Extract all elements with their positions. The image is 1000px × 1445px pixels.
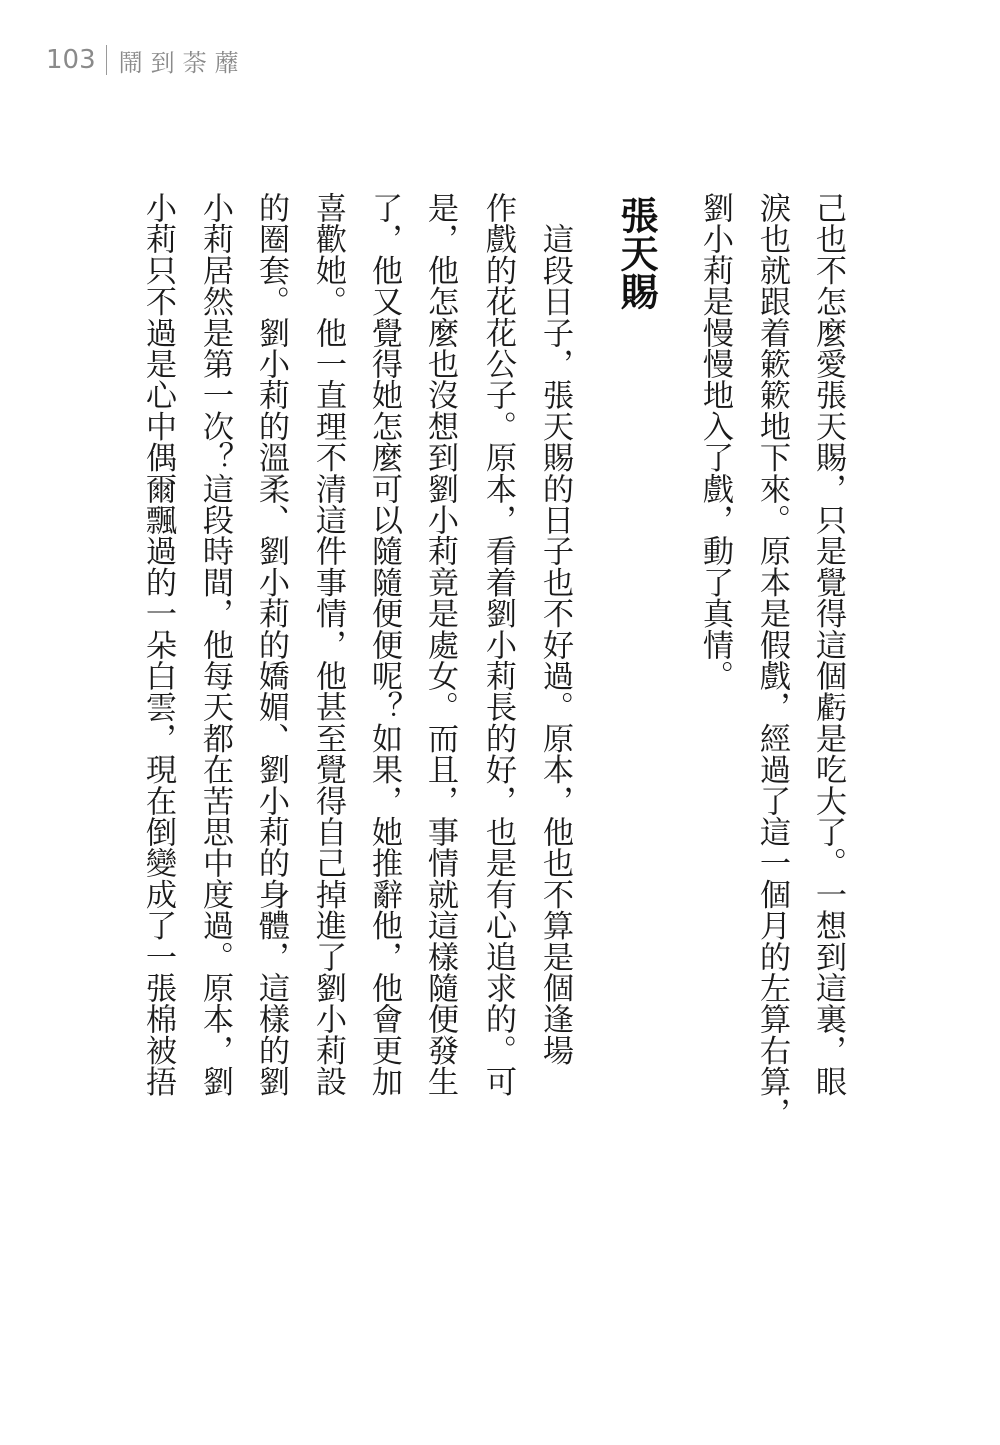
book-title: 鬧到荼蘼 [118,48,247,77]
text-column-10: 小莉居然是第一次？這段時間，他每天都在苦思中度過。原本，劉 [197,192,233,1097]
section-heading: 張天賜 [614,196,659,310]
running-header [46,40,247,80]
header-divider [106,45,107,75]
text-column-2: 淚也就跟着簌簌地下來。原本是假戲，經過了這一個月的左算右算， [754,192,790,1128]
text-column-1: 己也不怎麼愛張天賜，只是覺得這個虧是吃大了。一想到這裏，眼 [810,192,846,1097]
text-column-11: 小莉只不過是心中偶爾飄過的一朵白雲，現在倒變成了一張棉被捂 [140,192,176,1097]
text-column-7: 了，他又覺得她怎麼可以隨隨便便呢？如果，她推辭他，他會更加 [366,192,402,1097]
text-column-3: 劉小莉是慢慢地入了戲，動了真情。 [697,192,733,692]
text-column-8: 喜歡她。他一直理不清這件事情，他甚至覺得自己掉進了劉小莉設 [310,192,346,1097]
page-number: 103 [46,45,96,75]
text-column-6: 是，他怎麼也沒想到劉小莉竟是處女。而且，事情就這樣隨便發生 [422,192,458,1097]
text-column-4: 這段日子，張天賜的日子也不好過。原本，他也不算是個逢場 [537,192,573,1066]
text-column-5: 作戲的花花公子。原本，看着劉小莉長的好，也是有心追求的。可 [480,192,516,1097]
text-column-9: 的圈套。劉小莉的溫柔、劉小莉的嬌媚、劉小莉的身體，這樣的劉 [253,192,289,1097]
